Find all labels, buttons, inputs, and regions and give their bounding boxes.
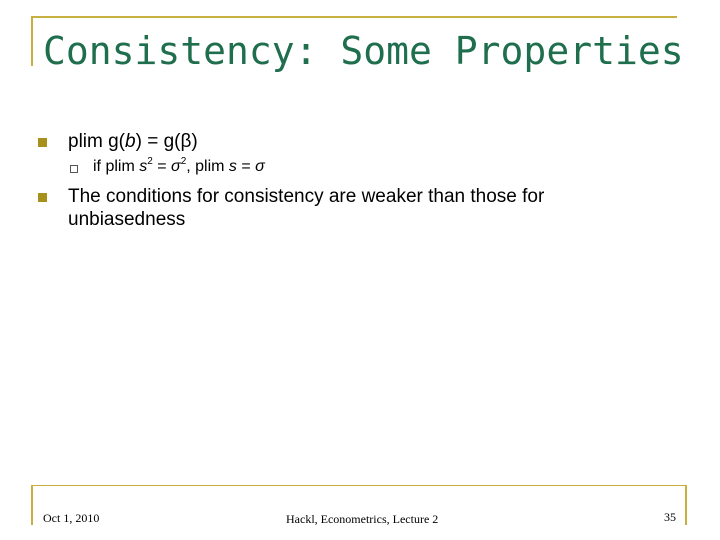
sub-bullet-s2: s — [228, 158, 237, 175]
bullet-1-pre: plim g( — [68, 131, 126, 152]
footer-date: Oct 1, 2010 — [43, 511, 100, 525]
sub-bullet-marker — [70, 165, 78, 173]
sub-bullet-exp2: 2 — [180, 156, 187, 167]
footer-frame-right — [685, 485, 687, 525]
slide-title: Consistency: Some Properties — [43, 29, 684, 73]
page-number: 35 — [664, 510, 676, 524]
sub-bullet-s1: s — [139, 158, 148, 175]
bullet-2-line-2: unbiasedness — [68, 209, 186, 230]
footer-center-text: Hackl, Econometrics, Lecture 2 — [286, 512, 439, 526]
title-frame-top — [31, 16, 677, 18]
bullet-2-line-1: The conditions for consistency are weaker than those for — [68, 186, 545, 207]
sub-bullet-t2: = — [152, 158, 172, 175]
sub-bullet-text — [93, 157, 265, 177]
bullet-1-italic: b — [125, 131, 136, 152]
sub-bullet-t1: if plim — [93, 158, 140, 175]
sub-bullet-sigma1: σ — [171, 158, 181, 175]
bullet-1-text — [68, 130, 198, 154]
sub-bullet-t3: , plim — [186, 158, 229, 175]
sub-bullet-sigma2: σ — [255, 158, 265, 175]
footer-divider — [31, 485, 687, 486]
bullet-1-post: ) = g(β) — [135, 131, 198, 152]
title-frame-left — [31, 16, 33, 66]
sub-bullet-exp1: 2 — [147, 156, 153, 167]
footer-frame-left — [31, 485, 33, 525]
bullet-marker-2 — [38, 193, 47, 202]
bullet-marker-1 — [38, 138, 47, 147]
sub-bullet-t4: = — [236, 158, 256, 175]
